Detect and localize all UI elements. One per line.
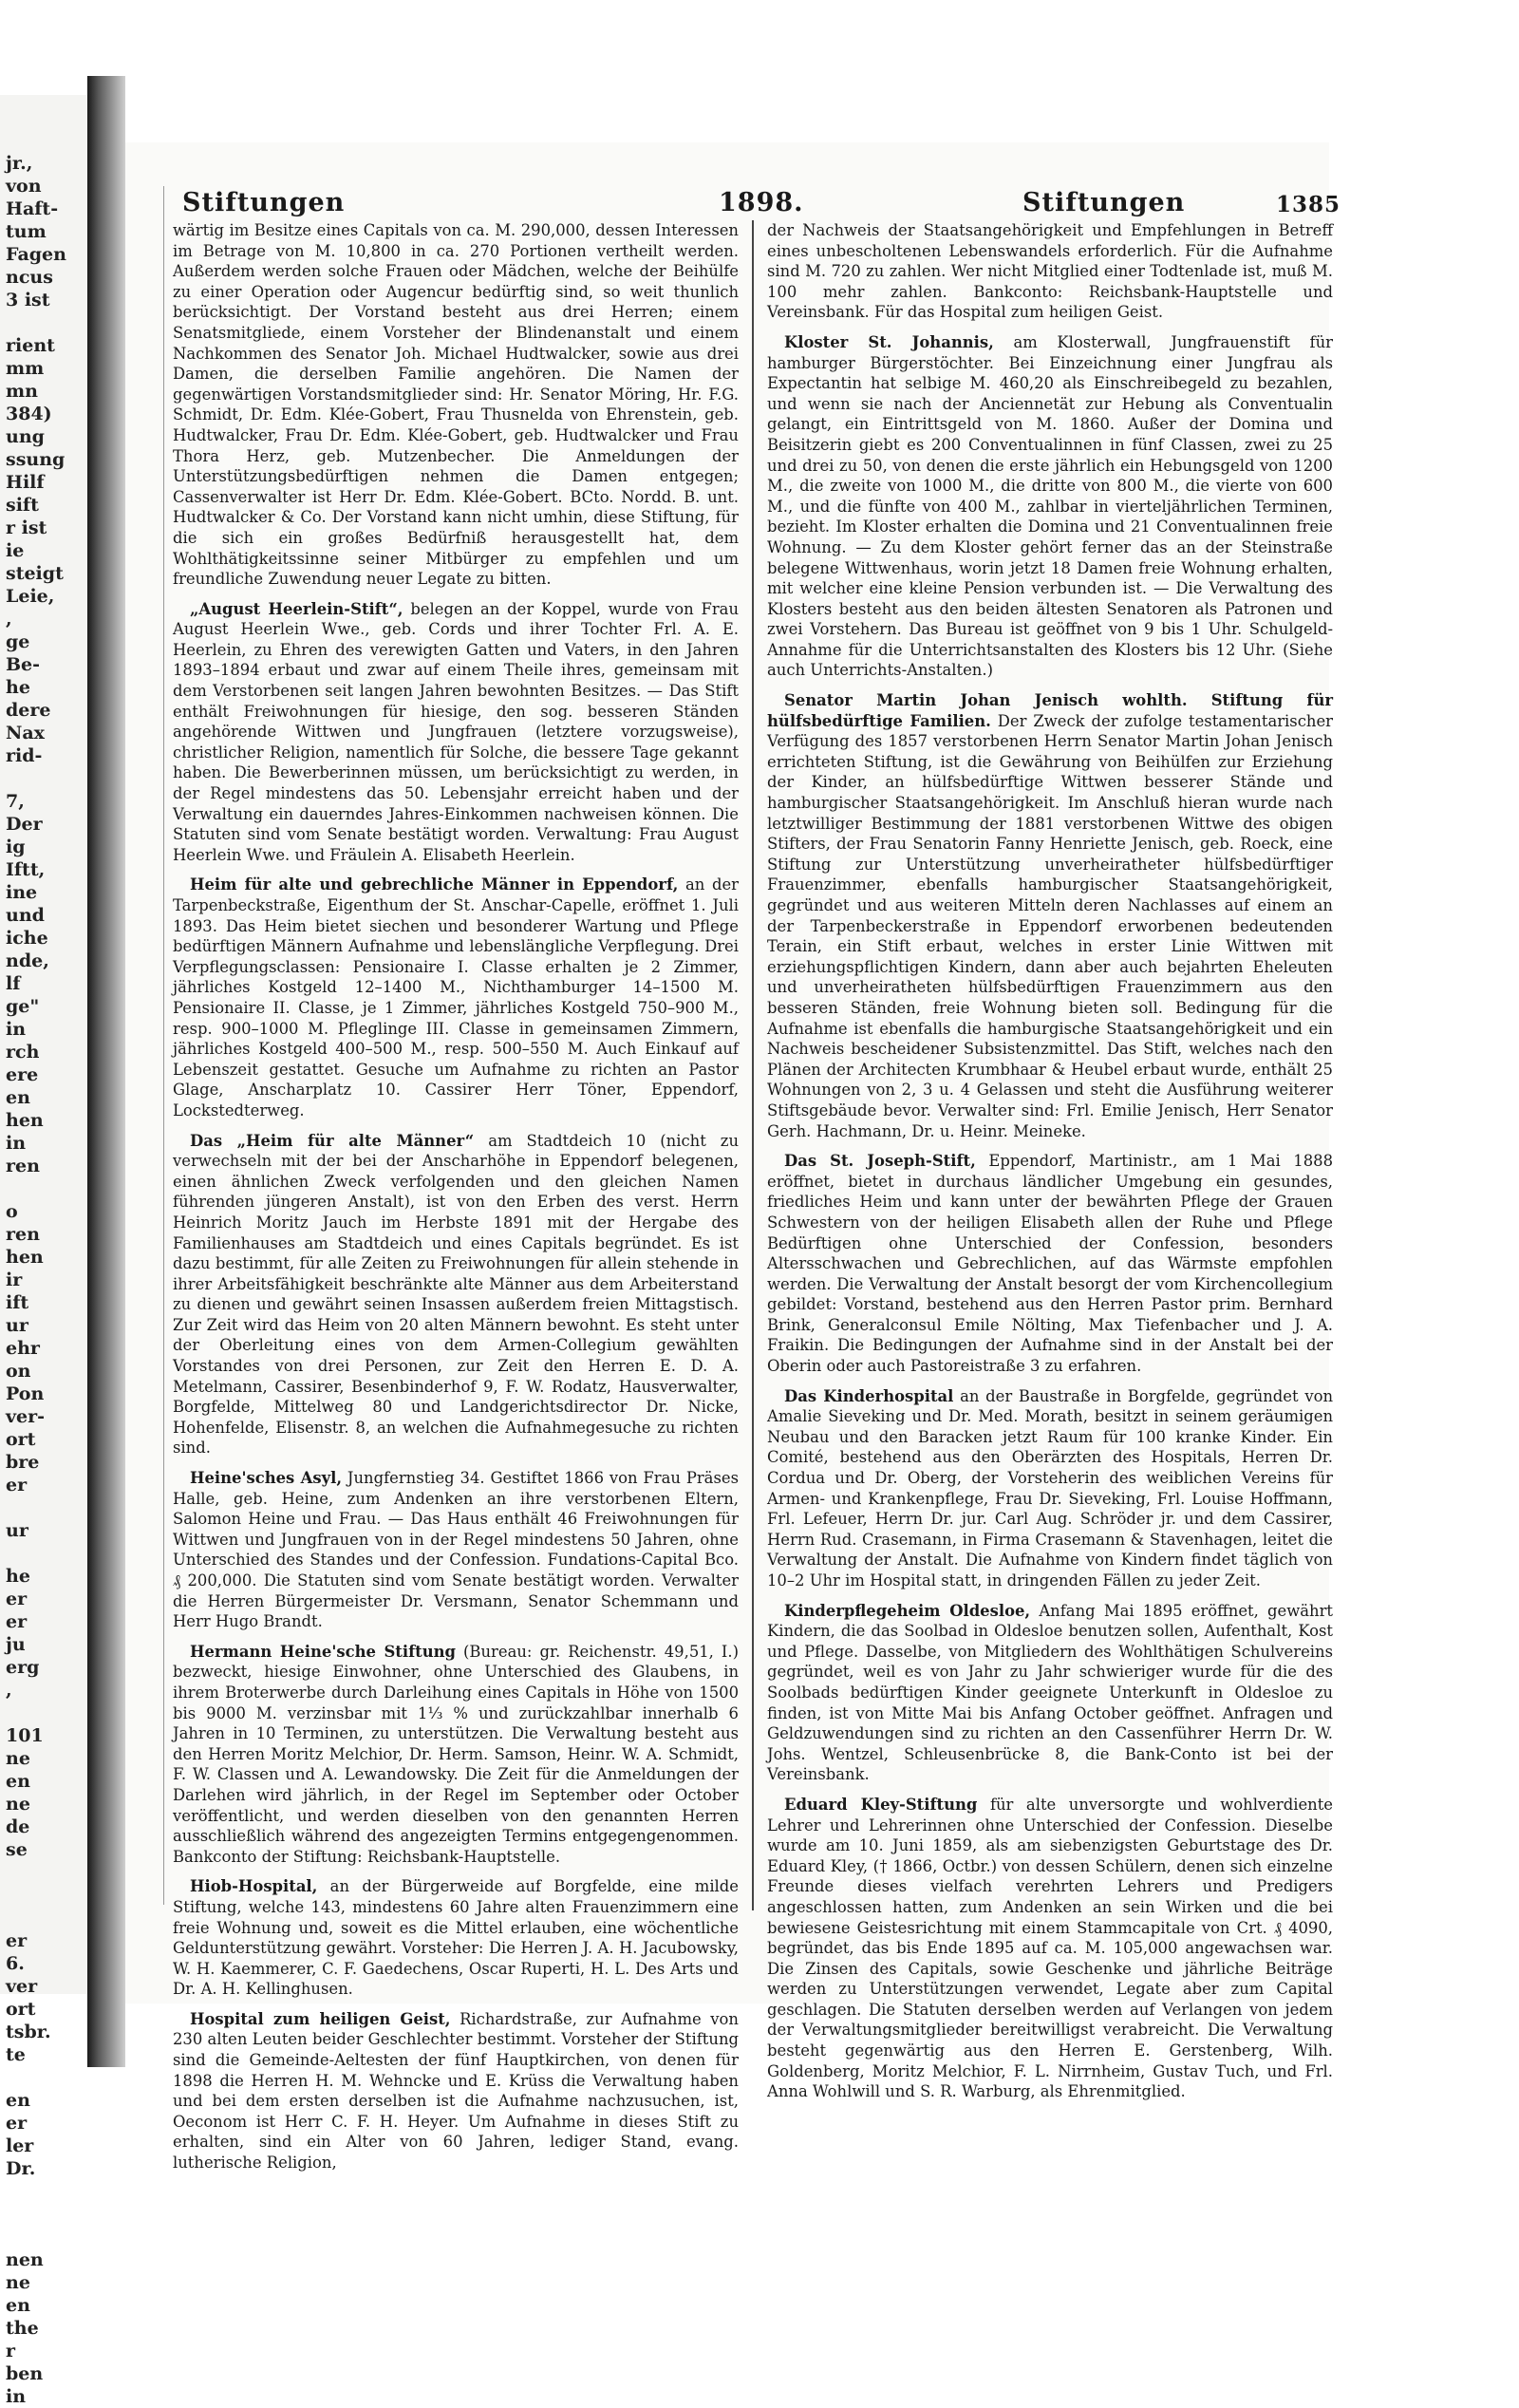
previous-page-fragment: ssung bbox=[6, 449, 66, 470]
previous-page-fragment: 384) bbox=[6, 404, 52, 424]
previous-page-fragment: mn bbox=[6, 381, 38, 402]
entry-text: Der Zweck der zufolge testamentarischer Verfügung des 1857 verstorbenen Herrn Senator Martin Johan Jenisch errichteten Stiftung, ist die Gewährung von Beihülfen zur Erziehung der Kinder, an hülfsbedürftige Wittwen besserer Stände und hamburgischer Staatsangehörigkeit. Im Anschluß hieran wurde nach letztwilliger Bestimmung der 1881 verstorbenen Wittwe des obigen Stifters, der Frau Senatorin Fanny Henriette Jenisch, geb. Roeck, eine Stiftung zur Unterstützung unverheiratheter hülfsbedürftiger Frauenzimmer, ebenfalls hamburgischer Staatsangehörigkeit, gegründet und aus weiteren Mitteln deren Nachlasses auf einem an der Tarpenbeckerstraße in Eppendorf erworbenen bedeutenden Terain, ein Stift erbaut, welches in erster Linie Wittwen mit erziehungspflichtigen Kindern, dann aber auch bejahrten Eheleuten und unverheiratheten hülfsbedürftigen Frauenzimmern aus den besseren Ständen, freie Wohnung bieten soll. Bedingung für die Aufnahme ist ebenfalls die hamburgische Staatsangehörigkeit und ein Nachweis bescheidener Subsistenzmittel. Das Stift, welches nach den Plänen der Architecten Krumbhaar & Heubel erbaut wurde, enthält 25 Wohnungen von 2, 3 u. 4 Gelassen und steht die Ausführung weiterer Stiftsgebäude bevor. Verwalter sind: Frl. Emilie Jenisch, Herr Senator Gerh. Hachmann, Dr. u. Heinr. Meineke. bbox=[767, 711, 1333, 1140]
previous-page-fragment: in bbox=[6, 2386, 27, 2407]
entry-paragraph bbox=[173, 1642, 739, 1868]
previous-page-fragment: rch bbox=[6, 1042, 40, 1063]
previous-page-fragment: er bbox=[6, 2113, 28, 2134]
previous-page-fragment: ge bbox=[6, 631, 30, 652]
previous-page-fragment: ne bbox=[6, 1748, 30, 1769]
previous-page-fragment: Be- bbox=[6, 654, 41, 675]
entry-title: Eduard Kley-Stiftung bbox=[784, 1795, 978, 1814]
previous-page-fragment: er bbox=[6, 1589, 28, 1609]
previous-page-fragment: ort bbox=[6, 1429, 36, 1450]
previous-page-fragment: rient bbox=[6, 335, 55, 356]
previous-page-fragment: the bbox=[6, 2318, 39, 2339]
previous-page-fragment: er bbox=[6, 1930, 28, 1951]
previous-page-fragment: Hilf bbox=[6, 472, 45, 493]
previous-page-fragment: 7, bbox=[6, 791, 25, 812]
previous-page-fragment: de bbox=[6, 1816, 30, 1837]
previous-page-fragment: 6. bbox=[6, 1953, 25, 1974]
previous-page-fragment: en bbox=[6, 1771, 30, 1792]
page bbox=[125, 142, 1341, 2173]
previous-page-fragment: ben bbox=[6, 2363, 44, 2384]
previous-page-fragment: nen bbox=[6, 2249, 44, 2270]
previous-page-fragment: ur bbox=[6, 1315, 28, 1336]
entry-paragraph bbox=[767, 1386, 1333, 1591]
entry-title: Hiob-Hospital, bbox=[190, 1877, 318, 1896]
entry-title: Hospital zum heiligen Geist, bbox=[190, 2009, 451, 2028]
page-edge-rule bbox=[163, 186, 164, 1905]
entry-text: an der Baustraße in Borgfelde, gegründet von Amalie Sieveking und Dr. Med. Morath, besitzt in seinem geräumigen Neubau und den Baracken jetzt Raum für 100 kranke Kinder. Ein Comité, bestehend aus den Oberärzten des Hospitals, Herren Dr. Cordua und Dr. Oberg, der Vorsteherin des weiblichen Vereins für Armen- und Krankenpflege, Frau Dr. Sieveking, Frl. Louise Hoffmann, Frl. Lefeuer, Herrn Dr. jur. Carl Aug. Schröder jr. und dem Cassirer, Herrn Rud. Crasemann, in Firma Crasemann & Stavenhagen, leitet die Verwaltung der Anstalt. Die Aufnahme von Kindern findet täglich von 10–2 Uhr im Hospital statt, in dringenden Fällen zu jeder Zeit. bbox=[767, 1386, 1333, 1590]
previous-page-fragment: ne bbox=[6, 2272, 30, 2293]
entry-title: Kinderpflegeheim Oldesloe, bbox=[784, 1601, 1031, 1620]
header-left-title: Stiftungen bbox=[182, 188, 346, 217]
previous-page-fragment: er bbox=[6, 1611, 28, 1632]
entry-paragraph bbox=[767, 220, 1333, 323]
previous-page-fragment: , bbox=[6, 1680, 12, 1701]
previous-page-fragment: Dr. bbox=[6, 2158, 36, 2179]
previous-page-fragment: en bbox=[6, 2295, 30, 2316]
previous-page-fragment: in bbox=[6, 1019, 27, 1040]
previous-page-fragment: nde, bbox=[6, 950, 49, 971]
previous-page-fragment: erg bbox=[6, 1657, 40, 1678]
entry-title: Das Kinderhospital bbox=[784, 1386, 954, 1405]
entry-paragraph bbox=[173, 220, 739, 590]
entry-title: Das St. Joseph-Stift, bbox=[784, 1152, 976, 1171]
right-column bbox=[767, 220, 1333, 2112]
entry-text: belegen an der Koppel, wurde von Frau August Heerlein Wwe., geb. Cords und ihrer Tochter Frl. A. E. Heerlein, zu Ehren des verewigten Gatten und Vaters, in den Jahren 1893–1894 erbaut und zwar auf einem Theile ihres, gemeinsam mit dem Verstorbenen seit langen Jahren bewohnten Besitzes. — Das Stift enthält Freiwohnungen für hiesige, den sog. besseren Ständen angehörende Wittwen und Jungfrauen (letztere vorzugsweise), christlicher Religion, namentlich für Solche, die bessere Tage gekannt haben. Die Bewerberinnen müssen, um berücksichtigt zu werden, in der Regel mindestens das 50. Lebensjahr erreicht haben und der Verwaltung ein dauerndes Jahres-Einkommen nachweisen können. Die Statuten sind vom Senate bestätigt worden. Verwaltung: Frau August Heerlein Wwe. und Fräulein A. Elisabeth Heerlein. bbox=[173, 599, 739, 864]
entry-paragraph bbox=[173, 1131, 739, 1459]
header-year: 1898. bbox=[719, 188, 804, 217]
entry-title: Hermann Heine'sche Stiftung bbox=[190, 1642, 457, 1661]
entry-title: „August Heerlein-Stift“, bbox=[190, 599, 403, 618]
previous-page-fragment: on bbox=[6, 1361, 31, 1382]
previous-page-fragment: lf bbox=[6, 973, 21, 994]
previous-page-fragment: ler bbox=[6, 2135, 34, 2156]
header-right-title: Stiftungen bbox=[1022, 188, 1186, 217]
previous-page-fragment: ie bbox=[6, 540, 25, 561]
entry-text: für alte unversorgte und wohlverdiente Lehrer und Lehrerinnen ohne Unterschied der Confession. Dieselbe wurde am 10. Juni 1859, als am siebenzigsten Geburtstage des Dr. Eduard Kley, († 1866, Octbr.) von dessen Schülern, denen sich einzelne Freunde dieses vielfach verehrten Lehrers und Predigers angeschlossen hatten, zum Andenken an sein Wirken und die bei bewiesene Geistesrichtung mit einem Stammcapitale von Crt. ₰ 4090, begründet, das bis Ende 1895 auf ca. M. 105,000 angewachsen war. Die Zinsen des Capitals, sowie Geschenke und jährliche Beiträge werden zu Unterstützungen verwendet, Legate aber zum Capital geschlagen. Die Statuten derselben werden auf Verlangen von jedem der Verwaltungsmitglieder bereitwilligst verabreicht. Die Verwaltung besteht gegenwärtig aus den Herren E. Gerstenberg, Wilh. Goldenberg, Moritz Melchior, F. L. Nirrnheim, Gustav Tuch, und Frl. Anna Wohlwill und S. R. Warburg, als Ehrenmitglied. bbox=[767, 1795, 1334, 2101]
previous-page-fragment: o bbox=[6, 1201, 18, 1222]
previous-page-fragment: sift bbox=[6, 495, 39, 516]
page-number: 1385 bbox=[1276, 192, 1341, 217]
previous-page-fragment: Iftt, bbox=[6, 859, 46, 880]
entry-text: an der Bürgerweide auf Borgfelde, eine milde Stiftung, welche 143, mindestens 60 Jahre alten Frauenzimmern eine freie Wohnung und, soweit es die Mittel erlauben, eine wöchentliche Geldunterstützung gewährt. Vorsteher: Die Herren J. A. H. Jacubowsky, W. H. Kaemmerer, C. F. Gaedechens, Oscar Ruperti, H. L. Des Arts und Dr. A. H. Kellinghusen. bbox=[173, 1877, 739, 1999]
previous-page-fragment: und bbox=[6, 905, 45, 926]
previous-page-fragment: ift bbox=[6, 1292, 29, 1313]
entry-text: Jungfernstieg 34. Gestiftet 1866 von Frau Präses Halle, geb. Heine, zum Andenken an ihre verstorbenen Eltern, Salomon Heine und Frau. — Das Haus enthält 46 Freiwohnungen für Wittwen und Jungfrauen von in der Regel mindestens 50 Jahren, ohne Unterschied des Standes und der Confession. Fundations-Capital Bco. ₰ 200,000. Die Statuten sind vom Senate bestätigt worden. Verwalter die Herren Bürgermeister Dr. Versmann, Senator Schemmann und Herr Hugo Brandt. bbox=[173, 1469, 739, 1631]
previous-page-fragment: ren bbox=[6, 1224, 40, 1245]
previous-page-fragment: Pon bbox=[6, 1383, 45, 1404]
previous-page-fragment: Nax bbox=[6, 723, 46, 743]
entry-text: (Bureau: gr. Reichenstr. 49,51, I.) bezweckt, hiesige Einwohner, ohne Unterschied des Glaubens, in ihrem Broterwerbe durch Darleihung eines Capitals in Höhe von 1500 bis 9000 M. verzinsbar mit 1⅓ % und zurückzahlbar innerhalb 6 Jahren in 10 Terminen, zu unterstützen. Die Verwaltung besteht aus den Herren Moritz Melchior, Dr. Herm. Samson, Heinr. W. A. Schmidt, F. W. Classen und A. Lewandowsky. Die Zeit für die Anmeldungen der Darlehen wird jährlich, in der Regel im September oder October veröffentlicht, und werden dieselben von den genannten Herren ausschließlich während des angezeigten Termins entgegengenommen. Bankconto der Stiftung: Reichsbank-Hauptstelle. bbox=[173, 1642, 739, 1866]
previous-page-fragment: ine bbox=[6, 882, 38, 903]
previous-page-fragment: ne bbox=[6, 1794, 30, 1815]
entry-paragraph bbox=[767, 690, 1333, 1141]
previous-page-fragment: Der bbox=[6, 814, 43, 835]
previous-page-fragment: ver bbox=[6, 1976, 38, 1997]
previous-page-fragment: tum bbox=[6, 221, 47, 242]
previous-page-fragment: Haft- bbox=[6, 198, 59, 219]
previous-page-fragment: iche bbox=[6, 928, 48, 949]
entry-paragraph bbox=[173, 2009, 739, 2173]
entry-paragraph bbox=[173, 1468, 739, 1632]
book-gutter bbox=[87, 76, 125, 2067]
previous-page-fragment: , bbox=[6, 609, 12, 630]
previous-page-fragment: jr., bbox=[6, 153, 33, 174]
previous-page-fragment: steigt bbox=[6, 563, 64, 584]
entry-text: am Klosterwall, Jungfrauenstift für hamburger Bürgerstöchter. Bei Einzeichnung einer Jungfrau als Expectantin hat selbige M. 460,20 als Einschreibegeld zu bezahlen, und wenn sie nach der Anciennetät zur Hebung als Conventualin gelangt, ein Eintrittsgeld von M. 1860. Außer der Domina und Beisitzerin giebt es 200 Conventualinnen in fünf Classen, zwei zu 25 und drei zu 50, von denen die erste jährlich ein Hebungsgeld von 1200 M., die zweite von 1000 M., die dritte von 800 M., die vierte von 600 M., und die fünfte von 400 M., zahlbar in vierteljährlichen Terminen, bezieht. Im Kloster erhalten die Domina und 21 Conventualinnen freie Wohnung. — Zu dem Kloster gehört ferner das an der Steinstraße belegene Wittwenhaus, worin jetzt 18 Damen freie Wohnung erhalten, mit welcher eine kleine Pension verbunden ist. — Die Verwaltung des Klosters besteht aus den beiden ältesten Senatoren als Patronen und zwei Vorstehern. Das Bureau ist geöffnet von 9 bis 1 Uhr. Schulgeld-Annahme für die Unterrichtsanstalten des Klosters bis 12 Uhr. (Siehe auch Unterrichts-Anstalten.) bbox=[767, 332, 1333, 680]
entry-text: am Stadtdeich 10 (nicht zu verwechseln mit der bei der Anscharhöhe in Eppendorf belegenen, einen ähnlichen Zweck verfolgenden und den gleichen Namen führenden jüngeren Anstalt), ist von den Erben des verst. Herrn Heinrich Moritz Jauch im Herbste 1891 mit der Hergabe des Familienhauses am Stadtdeich und eines Capitals begründet. Es ist dazu bestimmt, für alle Zeiten zu Freiwohnungen für allein stehende in ihrer Arbeitsfähigkeit beschränkte alte Männer aus dem Arbeiterstand zu dienen und gewährt seinen Insassen außerdem freien Mittagstisch. Zur Zeit wird das Heim von 20 alten Männern bewohnt. Es steht unter der Oberleitung eines von dem Armen-Collegium gewählten Vorstandes von drei Personen, zur Zeit den Herren E. D. A. Metelmann, Cassirer, Besenbinderhof 9, F. W. Rodatz, Hausverwalter, Borgfelde, Mittelweg 80 und Landgerichtsdirector Dr. Nicke, Hohenfelde, Elisenstr. 8, an welchen die Aufnahmegesuche zu richten sind. bbox=[173, 1131, 739, 1458]
previous-page-fragment: ver- bbox=[6, 1406, 46, 1427]
entry-paragraph bbox=[173, 599, 739, 866]
previous-page-fragment: ere bbox=[6, 1064, 39, 1085]
entry-title: Heim für alte und gebrechliche Männer in Eppendorf, bbox=[190, 875, 679, 894]
previous-page-fragment: ren bbox=[6, 1156, 40, 1176]
entry-text: an der Tarpenbeckstraße, Eigenthum der St. Anschar-Capelle, eröffnet 1. Juli 1893. Das Heim bietet siechen und besonderer Wartung und Pflege bedürftigen Männern Aufnahme und lebenslängliche Verpflegung. Drei Verpflegungsclassen: Pensionaire I. Classe erhalten je 2 Zimmer, jährliches Kostgeld 12–1400 M., Nichthamburger 14–1500 M. Pensionaire II. Classe, je 1 Zimmer, jährliches Kostgeld 750–900 M., resp. 900–1000 M. Pfleglinge III. Classe in gemeinsamen Zimmern, jährliches Kostgeld 400–500 M., resp. 500–550 M. Auch Einkauf auf Lebenszeit gestattet. Gesuche um Aufnahme zu richten an Pastor Glage, Anscharplatz 10. Cassirer Herr Töner, Eppendorf, Lockstedterweg. bbox=[173, 875, 740, 1119]
previous-page-fragment: hen bbox=[6, 1247, 44, 1268]
entry-text: wärtig im Besitze eines Capitals von ca. M. 290,000, dessen Interessen im Betrage von M. 10,800 in ca. 270 Portionen vertheilt werden. Außerdem werden solche Frauen oder Mädchen, welche der Beihülfe zu einer Operation oder Augencur bedürftig sind, so weit thunlich berücksichtigt. Der Vorstand besteht aus drei Herren; einem Senatsmitgliede, einem Vorsteher der Blindenanstalt und einem Nachkommen des Senator Joh. Michael Hudtwalcker, sowie aus drei Damen, die derselben Familie angehören. Die Namen der gegenwärtigen Vorstandsmitglieder sind: Hr. Senator Möring, Hr. F.G. Schmidt, Dr. Edm. Klée-Gobert, Frau Thusnelda von Ehrenstein, geb. Hudtwalcker, Frau Dr. Edm. Klée-Gobert, geb. Hudtwalcker und Frau Thora Herz, geb. Mutzenbecher. Die Anmeldungen der Unterstützungsbedürftigen nehmen die Damen entgegen; Cassenverwalter ist Herr Dr. Edm. Klée-Gobert. BCto. Nordd. B. unt. Hudtwalcker & Co. Der Vorstand kann nicht umhin, diese Stiftung, für die sich ein großes Bedürfniß herausgestellt hat, dem Wohlthätigkeitssinne seiner Mitbürger zu empfehlen und um freundliche Zuwendung neuer Legate zu bitten. bbox=[173, 221, 739, 589]
previous-page-fragment: ju bbox=[6, 1634, 26, 1655]
previous-page-fragment: in bbox=[6, 1133, 27, 1154]
previous-page-fragment: he bbox=[6, 677, 30, 698]
entry-title: Heine'sches Asyl, bbox=[190, 1469, 343, 1488]
previous-page-fragment: r bbox=[6, 2341, 16, 2361]
previous-page-fragment: Leie, bbox=[6, 586, 55, 607]
entry-title: Kloster St. Johannis, bbox=[784, 332, 994, 351]
entry-paragraph bbox=[173, 875, 739, 1120]
entry-paragraph bbox=[173, 1876, 739, 2000]
previous-page-fragment: ge" bbox=[6, 996, 40, 1017]
entry-text: Eppendorf, Martinistr., am 1 Mai 1888 eröffnet, bietet in durchaus ländlicher Umgebung ein gesundes, friedliches Heim und kann unter der bewährten Pflege der Grauen Schwestern von der heiligen Elisabeth allen der Ruhe und Pflege Bedürftigen ohne Unterschied der Confession, besonders Altersschwachen und Gebrechlichen, auf das Wärmste empfohlen werden. Die Verwaltung der Anstalt besorgt der vom Kirchencollegium gebildet: Vorstand, bestehend aus den Herren Pastor prim. Bernhard Brink, Generalconsul Emile Nölting, Max Tiefenbacher und J. A. Fraikin. Die Bedingungen der Aufnahme sind in der Anstalt bei der Oberin oder auch Pastoreistraße 3 zu erfahren. bbox=[767, 1152, 1334, 1376]
previous-page-fragment: dere bbox=[6, 700, 51, 721]
previous-page-edge bbox=[0, 95, 87, 2407]
previous-page-fragment: ung bbox=[6, 426, 45, 447]
previous-page-fragment: hen bbox=[6, 1110, 44, 1131]
previous-page-fragment: he bbox=[6, 1566, 30, 1587]
previous-page-fragment: te bbox=[6, 2044, 26, 2065]
previous-page-fragment: ort bbox=[6, 1999, 36, 2020]
entry-title: Senator Martin Johan Jenisch wohlth. Stiftung für hülfsbedürftige Familien. bbox=[767, 691, 1333, 730]
entry-paragraph bbox=[767, 1151, 1333, 1377]
previous-page-fragment: tsbr. bbox=[6, 2022, 51, 2042]
previous-page-fragment: rid- bbox=[6, 745, 43, 766]
previous-page-fragment: r ist bbox=[6, 517, 47, 538]
entry-paragraph bbox=[767, 1601, 1333, 1785]
previous-page-fragment: se bbox=[6, 1839, 28, 1860]
left-column bbox=[173, 220, 739, 2183]
entry-text: Richardstraße, zur Aufnahme von 230 alten Leuten beider Geschlechter bestimmt. Vorsteher der Stiftung sind die Gemeinde-Aeltesten der fünf Hauptkirchen, von denen für 1898 die Herren H. M. Wehncke und E. Krüss die Verwaltung haben und bei dem ersten derselben ist die Aufnahme nachzusuchen, ist, Oeconom ist Herr C. F. H. Heyer. Um Aufnahme in dieses Stift zu erhalten, sind ein Alter von 60 Jahren, lediger Stand, evang. lutherische Religion, bbox=[173, 2009, 739, 2173]
previous-page-fragment: Fagen bbox=[6, 244, 66, 265]
column-divider bbox=[752, 220, 754, 1910]
previous-page-fragment: 3 ist bbox=[6, 290, 50, 310]
entry-paragraph bbox=[767, 332, 1333, 681]
previous-page-fragment: en bbox=[6, 2090, 30, 2111]
entry-title: Das „Heim für alte Männer“ bbox=[190, 1131, 475, 1150]
previous-page-fragment: von bbox=[6, 176, 42, 197]
previous-page-fragment: ir bbox=[6, 1270, 23, 1290]
previous-page-fragment: er bbox=[6, 1475, 28, 1496]
previous-page-fragment: ig bbox=[6, 837, 26, 857]
entry-text: Anfang Mai 1895 eröffnet, gewährt Kindern, die das Soolbad in Oldesloe benutzen sollen, Aufenthalt, Kost und Pflege. Dasselbe, von Mitgliedern des Wohlthätigen Schulvereins gegründet, weil es von Jahr zu Jahr schwieriger wurde für die des Soolbads bedürftigen Kinder geeignete Unterkunft in Oldesloe zu finden, ist von Mitte Mai bis Anfang October geöffnet. Anfragen und Geldzuwendungen sind zu richten an den Cassenführer Herrn Dr. W. Johs. Wentzel, Schleusenbrücke 8, die Bank-Conto ist bei der Vereinsbank. bbox=[767, 1601, 1333, 1784]
previous-page-fragment: bre bbox=[6, 1452, 40, 1473]
previous-page-fragment: 101 bbox=[6, 1725, 44, 1746]
previous-page-fragment: mm bbox=[6, 358, 45, 379]
previous-page-fragment: ehr bbox=[6, 1338, 40, 1359]
previous-page-fragment: en bbox=[6, 1087, 30, 1108]
entry-paragraph bbox=[767, 1795, 1333, 2102]
entry-text: der Nachweis der Staatsangehörigkeit und Empfehlungen in Betreff eines unbescholtenen Lebenswandels erforderlich. Für die Aufnahme sind M. 720 zu zahlen. Wer nicht Mitglied einer Todtenlade ist, muß M. 100 mehr zahlen. Bankconto: Reichsbank-Hauptstelle und Vereinsbank. Für das Hospital zum heiligen Geist. bbox=[767, 221, 1333, 322]
previous-page-fragment: ur bbox=[6, 1520, 28, 1541]
previous-page-fragment: ncus bbox=[6, 267, 53, 288]
